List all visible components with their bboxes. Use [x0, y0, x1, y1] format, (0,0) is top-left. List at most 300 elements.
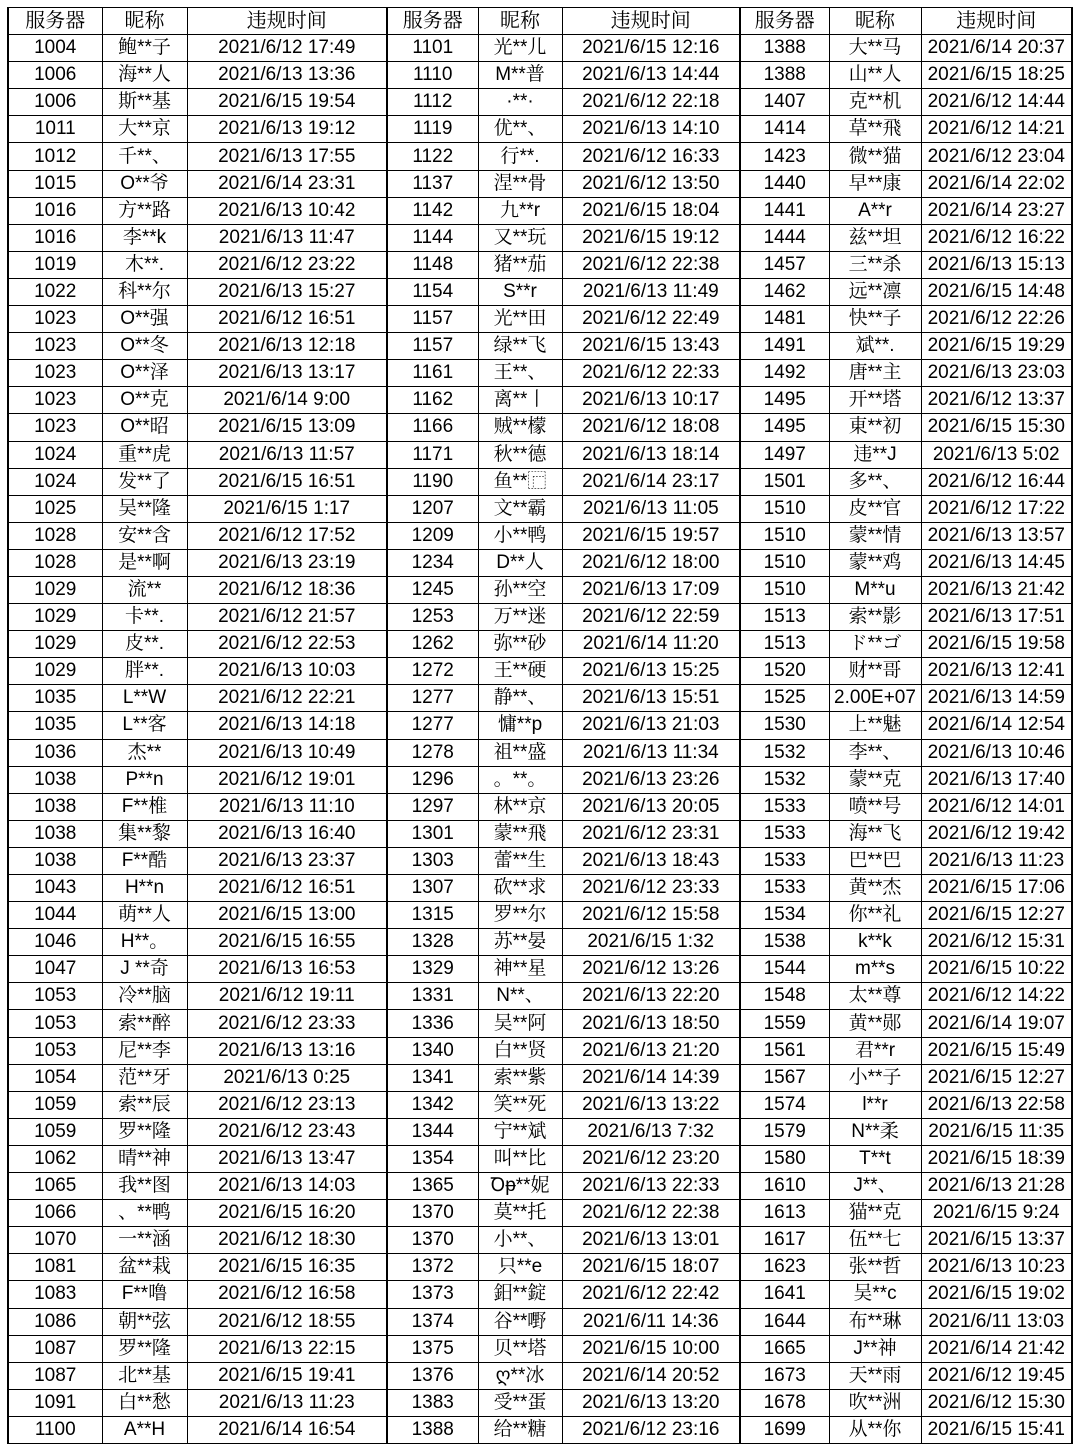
violation-time-cell: 2021/6/12 17:22 — [921, 495, 1072, 522]
server-cell: 1301 — [387, 820, 478, 847]
nickname-cell: 冷**脑 — [102, 983, 187, 1010]
violation-time-cell: 2021/6/13 11:10 — [187, 793, 387, 820]
violation-time-cell: 2021/6/15 1:32 — [562, 929, 740, 956]
header-nickname-3: 昵称 — [829, 8, 921, 35]
nickname-cell: 索**紫 — [478, 1064, 562, 1091]
server-cell: 1520 — [740, 658, 829, 685]
table-row — [8, 604, 1072, 631]
nickname-cell: 鱼**⿸ — [478, 468, 562, 495]
server-cell: 1617 — [740, 1227, 829, 1254]
violation-time-cell: 2021/6/15 16:35 — [187, 1254, 387, 1281]
nickname-cell: 王**、 — [478, 360, 562, 387]
nickname-cell: 弥**砂 — [478, 631, 562, 658]
violation-time-cell: 2021/6/13 17:09 — [562, 576, 740, 603]
server-cell: 1122 — [387, 143, 478, 170]
nickname-cell: 祖**盛 — [478, 739, 562, 766]
violation-time-cell: 2021/6/13 22:33 — [562, 1173, 740, 1200]
nickname-cell: L**客 — [102, 712, 187, 739]
server-cell: 1297 — [387, 793, 478, 820]
nickname-cell: 草**飛 — [829, 116, 921, 143]
nickname-cell: 神**星 — [478, 956, 562, 983]
violation-time-cell: 2021/6/12 13:26 — [562, 956, 740, 983]
server-cell: 1038 — [8, 820, 102, 847]
violation-time-cell: 2021/6/12 19:45 — [921, 1362, 1072, 1389]
nickname-cell: 蒙**飛 — [478, 820, 562, 847]
server-cell: 1016 — [8, 197, 102, 224]
nickname-cell: 李**k — [102, 224, 187, 251]
violation-time-cell: 2021/6/15 19:41 — [187, 1362, 387, 1389]
server-cell: 1610 — [740, 1173, 829, 1200]
server-cell: 1497 — [740, 441, 829, 468]
server-cell: 1329 — [387, 956, 478, 983]
nickname-cell: 斯**基 — [102, 89, 187, 116]
server-cell: 1644 — [740, 1308, 829, 1335]
violation-time-cell: 2021/6/15 13:37 — [921, 1227, 1072, 1254]
server-cell: 1091 — [8, 1389, 102, 1416]
violation-time-cell: 2021/6/13 10:23 — [921, 1254, 1072, 1281]
violation-time-cell: 2021/6/14 9:00 — [187, 387, 387, 414]
table-row — [8, 1173, 1072, 1200]
violation-time-cell: 2021/6/13 14:03 — [187, 1173, 387, 1200]
nickname-cell: 杰** — [102, 739, 187, 766]
violation-time-cell: 2021/6/13 17:51 — [921, 604, 1072, 631]
table-row — [8, 1254, 1072, 1281]
violation-time-cell: 2021/6/14 21:42 — [921, 1335, 1072, 1362]
nickname-cell: 科**尔 — [102, 278, 187, 305]
violation-time-cell: 2021/6/12 18:55 — [187, 1308, 387, 1335]
violation-time-cell: 2021/6/12 22:49 — [562, 306, 740, 333]
server-cell: 1062 — [8, 1145, 102, 1172]
nickname-cell: 盆**栽 — [102, 1254, 187, 1281]
violation-time-cell: 2021/6/13 13:36 — [187, 62, 387, 89]
nickname-cell: 鲍**子 — [102, 35, 187, 62]
nickname-cell: 萌**人 — [102, 902, 187, 929]
table-row — [8, 549, 1072, 576]
server-cell: 1025 — [8, 495, 102, 522]
nickname-cell: 违**J — [829, 441, 921, 468]
violation-time-cell: 2021/6/15 1:17 — [187, 495, 387, 522]
nickname-cell: 海**人 — [102, 62, 187, 89]
violation-time-cell: 2021/6/12 23:33 — [562, 875, 740, 902]
server-cell: 1024 — [8, 441, 102, 468]
violation-time-cell: 2021/6/15 19:29 — [921, 333, 1072, 360]
violation-time-cell: 2021/6/15 9:24 — [921, 1200, 1072, 1227]
nickname-cell: 木**. — [102, 251, 187, 278]
server-cell: 1579 — [740, 1118, 829, 1145]
violation-time-cell: 2021/6/12 16:33 — [562, 143, 740, 170]
nickname-cell: 索**醉 — [102, 1010, 187, 1037]
nickname-cell: 鈤**錠 — [478, 1281, 562, 1308]
nickname-cell: 贼**檬 — [478, 414, 562, 441]
nickname-cell: 罗**隆 — [102, 1335, 187, 1362]
server-cell: 1112 — [387, 89, 478, 116]
server-cell: 1373 — [387, 1281, 478, 1308]
violation-time-cell: 2021/6/15 15:30 — [921, 414, 1072, 441]
violation-time-cell: 2021/6/13 18:43 — [562, 847, 740, 874]
nickname-cell: N**、 — [478, 983, 562, 1010]
server-cell: 1011 — [8, 116, 102, 143]
table-row — [8, 1416, 1072, 1443]
violation-time-cell: 2021/6/15 11:35 — [921, 1118, 1072, 1145]
server-cell: 1492 — [740, 360, 829, 387]
nickname-cell: 光**田 — [478, 306, 562, 333]
server-cell: 1538 — [740, 929, 829, 956]
table-row — [8, 1037, 1072, 1064]
server-cell: 1530 — [740, 712, 829, 739]
server-cell: 1495 — [740, 387, 829, 414]
nickname-cell: 罗**尔 — [478, 902, 562, 929]
server-cell: 1006 — [8, 89, 102, 116]
table-row — [8, 1281, 1072, 1308]
table-row — [8, 387, 1072, 414]
nickname-cell: 蒙**克 — [829, 766, 921, 793]
violation-time-cell: 2021/6/14 23:27 — [921, 197, 1072, 224]
nickname-cell: 宁**斌 — [478, 1118, 562, 1145]
server-cell: 1699 — [740, 1416, 829, 1443]
nickname-cell: M**普 — [478, 62, 562, 89]
server-cell: 1086 — [8, 1308, 102, 1335]
server-cell: 1047 — [8, 956, 102, 983]
nickname-cell: 安**含 — [102, 522, 187, 549]
violation-time-cell: 2021/6/14 14:39 — [562, 1064, 740, 1091]
server-cell: 1038 — [8, 847, 102, 874]
server-cell: 1383 — [387, 1389, 478, 1416]
server-cell: 1166 — [387, 414, 478, 441]
violation-time-cell: 2021/6/12 16:51 — [187, 875, 387, 902]
server-cell: 1053 — [8, 983, 102, 1010]
server-cell: 1501 — [740, 468, 829, 495]
nickname-cell: 受**蛋 — [478, 1389, 562, 1416]
table-row — [8, 1227, 1072, 1254]
server-cell: 1053 — [8, 1010, 102, 1037]
violation-time-cell: 2021/6/15 17:06 — [921, 875, 1072, 902]
nickname-cell: 兹**坦 — [829, 224, 921, 251]
server-cell: 1245 — [387, 576, 478, 603]
nickname-cell: 胖**. — [102, 658, 187, 685]
violation-time-cell: 2021/6/15 18:39 — [921, 1145, 1072, 1172]
violation-time-cell: 2021/6/13 22:15 — [187, 1335, 387, 1362]
table-row — [8, 333, 1072, 360]
server-cell: 1046 — [8, 929, 102, 956]
server-cell: 1533 — [740, 875, 829, 902]
server-cell: 1375 — [387, 1335, 478, 1362]
nickname-cell: 尼**李 — [102, 1037, 187, 1064]
server-cell: 1533 — [740, 820, 829, 847]
violation-time-cell: 2021/6/12 23:33 — [187, 1010, 387, 1037]
table-row — [8, 739, 1072, 766]
nickname-cell: T**t — [829, 1145, 921, 1172]
server-cell: 1190 — [387, 468, 478, 495]
nickname-cell: 我**图 — [102, 1173, 187, 1200]
nickname-cell: 给**糖 — [478, 1416, 562, 1443]
violation-time-cell: 2021/6/12 23:04 — [921, 143, 1072, 170]
nickname-cell: F**酷 — [102, 847, 187, 874]
violation-time-cell: 2021/6/12 23:16 — [562, 1416, 740, 1443]
server-cell: 1532 — [740, 766, 829, 793]
header-nickname-2: 昵称 — [478, 8, 562, 35]
nickname-cell: J**、 — [829, 1173, 921, 1200]
table-row — [8, 414, 1072, 441]
nickname-cell: 重**虎 — [102, 441, 187, 468]
server-cell: 1374 — [387, 1308, 478, 1335]
server-cell: 1307 — [387, 875, 478, 902]
nickname-cell: O**克 — [102, 387, 187, 414]
server-cell: 1365 — [387, 1173, 478, 1200]
violation-time-cell: 2021/6/14 20:37 — [921, 35, 1072, 62]
server-cell: 1016 — [8, 224, 102, 251]
server-cell: 1580 — [740, 1145, 829, 1172]
table-row — [8, 1064, 1072, 1091]
nickname-cell: 布**琳 — [829, 1308, 921, 1335]
server-cell: 1272 — [387, 658, 478, 685]
violation-time-cell: 2021/6/12 23:31 — [562, 820, 740, 847]
violation-time-cell: 2021/6/12 23:20 — [562, 1145, 740, 1172]
violation-time-cell: 2021/6/15 19:12 — [562, 224, 740, 251]
violation-time-cell: 2021/6/15 13:43 — [562, 333, 740, 360]
table-row — [8, 766, 1072, 793]
server-cell: 1510 — [740, 549, 829, 576]
server-cell: 1342 — [387, 1091, 478, 1118]
table-row — [8, 522, 1072, 549]
nickname-cell: 张**哲 — [829, 1254, 921, 1281]
violation-time-cell: 2021/6/13 11:49 — [562, 278, 740, 305]
header-violation-time-3: 违规时间 — [921, 8, 1072, 35]
table-row — [8, 847, 1072, 874]
nickname-cell: 小**、 — [478, 1227, 562, 1254]
nickname-cell: L**W — [102, 685, 187, 712]
violation-time-cell: 2021/6/12 14:21 — [921, 116, 1072, 143]
nickname-cell: 慵**p — [478, 712, 562, 739]
server-cell: 1059 — [8, 1118, 102, 1145]
server-cell: 1154 — [387, 278, 478, 305]
server-cell: 1253 — [387, 604, 478, 631]
violation-time-cell: 2021/6/12 22:33 — [562, 360, 740, 387]
nickname-cell: S**r — [478, 278, 562, 305]
nickname-cell: 上**魅 — [829, 712, 921, 739]
violation-time-cell: 2021/6/12 23:22 — [187, 251, 387, 278]
nickname-cell: k**k — [829, 929, 921, 956]
nickname-cell: 多**、 — [829, 468, 921, 495]
violation-time-cell: 2021/6/12 14:01 — [921, 793, 1072, 820]
server-cell: 1328 — [387, 929, 478, 956]
nickname-cell: 克**机 — [829, 89, 921, 116]
nickname-cell: 吴**c — [829, 1281, 921, 1308]
server-cell: 1457 — [740, 251, 829, 278]
nickname-cell: 谷**嘢 — [478, 1308, 562, 1335]
server-cell: 1038 — [8, 766, 102, 793]
violation-time-cell: 2021/6/15 18:25 — [921, 62, 1072, 89]
nickname-cell: 猫**克 — [829, 1200, 921, 1227]
server-cell: 1623 — [740, 1254, 829, 1281]
server-cell: 1495 — [740, 414, 829, 441]
header-server-1: 服务器 — [8, 8, 102, 35]
server-cell: 1043 — [8, 875, 102, 902]
server-cell: 1315 — [387, 902, 478, 929]
violation-time-cell: 2021/6/13 11:23 — [921, 847, 1072, 874]
server-cell: 1407 — [740, 89, 829, 116]
server-cell: 1029 — [8, 658, 102, 685]
violation-time-cell: 2021/6/15 16:55 — [187, 929, 387, 956]
nickname-cell: 伍**七 — [829, 1227, 921, 1254]
violation-time-cell: 2021/6/13 10:17 — [562, 387, 740, 414]
nickname-cell: 文**霸 — [478, 495, 562, 522]
violation-time-cell: 2021/6/13 0:25 — [187, 1064, 387, 1091]
nickname-cell: 是**啊 — [102, 549, 187, 576]
violation-time-cell: 2021/6/13 13:22 — [562, 1091, 740, 1118]
violation-time-cell: 2021/6/13 18:50 — [562, 1010, 740, 1037]
nickname-cell: 莫**托 — [478, 1200, 562, 1227]
table-row — [8, 35, 1072, 62]
nickname-cell: M**u — [829, 576, 921, 603]
violation-sheet — [7, 7, 1073, 1444]
violation-time-cell: 2021/6/12 19:42 — [921, 820, 1072, 847]
nickname-cell: 李**、 — [829, 739, 921, 766]
violation-time-cell: 2021/6/13 16:40 — [187, 820, 387, 847]
violation-time-cell: 2021/6/13 5:02 — [921, 441, 1072, 468]
nickname-cell: 黄**郧 — [829, 1010, 921, 1037]
header-row — [8, 8, 1072, 35]
nickname-cell: 2.00E+07 — [829, 685, 921, 712]
server-cell: 1277 — [387, 685, 478, 712]
nickname-cell: 方**路 — [102, 197, 187, 224]
violation-time-cell: 2021/6/15 19:58 — [921, 631, 1072, 658]
violation-time-cell: 2021/6/15 18:04 — [562, 197, 740, 224]
nickname-cell: 罗**隆 — [102, 1118, 187, 1145]
violation-time-cell: 2021/6/13 13:01 — [562, 1227, 740, 1254]
server-cell: 1028 — [8, 522, 102, 549]
nickname-cell: O**昭 — [102, 414, 187, 441]
header-violation-time-1: 违规时间 — [187, 8, 387, 35]
violation-time-cell: 2021/6/15 14:48 — [921, 278, 1072, 305]
nickname-cell: 只**e — [478, 1254, 562, 1281]
table-row — [8, 1335, 1072, 1362]
table-row — [8, 820, 1072, 847]
table-row — [8, 685, 1072, 712]
server-cell: 1015 — [8, 170, 102, 197]
nickname-cell: O**泽 — [102, 360, 187, 387]
nickname-cell: 离**丨 — [478, 387, 562, 414]
server-cell: 1029 — [8, 604, 102, 631]
server-cell: 1510 — [740, 576, 829, 603]
server-cell: 1044 — [8, 902, 102, 929]
nickname-cell: 索**辰 — [102, 1091, 187, 1118]
violation-time-cell: 2021/6/13 13:57 — [921, 522, 1072, 549]
violation-time-cell: 2021/6/13 14:10 — [562, 116, 740, 143]
nickname-cell: 太**尊 — [829, 983, 921, 1010]
table-row — [8, 1362, 1072, 1389]
nickname-cell: 王**硬 — [478, 658, 562, 685]
nickname-cell: 、**鸭 — [102, 1200, 187, 1227]
violation-time-cell: 2021/6/13 14:18 — [187, 712, 387, 739]
server-cell: 1083 — [8, 1281, 102, 1308]
server-cell: 1023 — [8, 387, 102, 414]
nickname-cell: 开**塔 — [829, 387, 921, 414]
table-row — [8, 929, 1072, 956]
nickname-cell: 皮**官 — [829, 495, 921, 522]
table-row — [8, 306, 1072, 333]
server-cell: 1161 — [387, 360, 478, 387]
violation-time-cell: 2021/6/13 21:28 — [921, 1173, 1072, 1200]
violation-time-cell: 2021/6/13 23:37 — [187, 847, 387, 874]
server-cell: 1070 — [8, 1227, 102, 1254]
violation-time-cell: 2021/6/12 16:22 — [921, 224, 1072, 251]
nickname-cell: 吴**隆 — [102, 495, 187, 522]
server-cell: 1559 — [740, 1010, 829, 1037]
table-row — [8, 793, 1072, 820]
nickname-cell: A**r — [829, 197, 921, 224]
nickname-cell: 君**r — [829, 1037, 921, 1064]
violation-time-cell: 2021/6/13 10:42 — [187, 197, 387, 224]
nickname-cell: 笑**死 — [478, 1091, 562, 1118]
server-cell: 1370 — [387, 1200, 478, 1227]
nickname-cell: 微**猫 — [829, 143, 921, 170]
violation-time-cell: 2021/6/12 22:18 — [562, 89, 740, 116]
nickname-cell: 你**礼 — [829, 902, 921, 929]
violation-time-cell: 2021/6/12 16:58 — [187, 1281, 387, 1308]
violation-time-cell: 2021/6/15 10:00 — [562, 1335, 740, 1362]
violation-table — [7, 7, 1073, 1444]
server-cell: 1277 — [387, 712, 478, 739]
nickname-cell: Ꝺᵽ**妮 — [478, 1173, 562, 1200]
server-cell: 1665 — [740, 1335, 829, 1362]
violation-time-cell: 2021/6/13 14:45 — [921, 549, 1072, 576]
server-cell: 1234 — [387, 549, 478, 576]
nickname-cell: 黄**杰 — [829, 875, 921, 902]
server-cell: 1548 — [740, 983, 829, 1010]
server-cell: 1567 — [740, 1064, 829, 1091]
nickname-cell: A**H — [102, 1416, 187, 1443]
nickname-cell: 北**基 — [102, 1362, 187, 1389]
nickname-cell: 范**牙 — [102, 1064, 187, 1091]
nickname-cell: 叫**比 — [478, 1145, 562, 1172]
nickname-cell: 晴**神 — [102, 1145, 187, 1172]
violation-time-cell: 2021/6/12 17:52 — [187, 522, 387, 549]
table-row — [8, 902, 1072, 929]
violation-time-cell: 2021/6/13 10:03 — [187, 658, 387, 685]
server-cell: 1340 — [387, 1037, 478, 1064]
server-cell: 1372 — [387, 1254, 478, 1281]
nickname-cell: 天**雨 — [829, 1362, 921, 1389]
table-row — [8, 278, 1072, 305]
table-row — [8, 1145, 1072, 1172]
violation-time-cell: 2021/6/14 11:20 — [562, 631, 740, 658]
violation-time-cell: 2021/6/13 14:59 — [921, 685, 1072, 712]
nickname-cell: 海**飞 — [829, 820, 921, 847]
violation-time-cell: 2021/6/12 16:44 — [921, 468, 1072, 495]
nickname-cell: 蕾**生 — [478, 847, 562, 874]
server-cell: 1119 — [387, 116, 478, 143]
server-cell: 1491 — [740, 333, 829, 360]
header-nickname-1: 昵称 — [102, 8, 187, 35]
server-cell: 1336 — [387, 1010, 478, 1037]
table-row — [8, 658, 1072, 685]
table-row — [8, 1091, 1072, 1118]
violation-time-cell: 2021/6/12 22:42 — [562, 1281, 740, 1308]
nickname-cell: N**柔 — [829, 1118, 921, 1145]
nickname-cell: 卡**. — [102, 604, 187, 631]
violation-time-cell: 2021/6/12 14:22 — [921, 983, 1072, 1010]
server-cell: 1157 — [387, 306, 478, 333]
violation-time-cell: 2021/6/15 15:41 — [921, 1416, 1072, 1443]
violation-time-cell: 2021/6/13 12:41 — [921, 658, 1072, 685]
violation-time-cell: 2021/6/13 21:42 — [921, 576, 1072, 603]
server-cell: 1331 — [387, 983, 478, 1010]
nickname-cell: 吴**阿 — [478, 1010, 562, 1037]
server-cell: 1440 — [740, 170, 829, 197]
server-cell: 1525 — [740, 685, 829, 712]
nickname-cell: m**s — [829, 956, 921, 983]
violation-time-cell: 2021/6/13 21:03 — [562, 712, 740, 739]
